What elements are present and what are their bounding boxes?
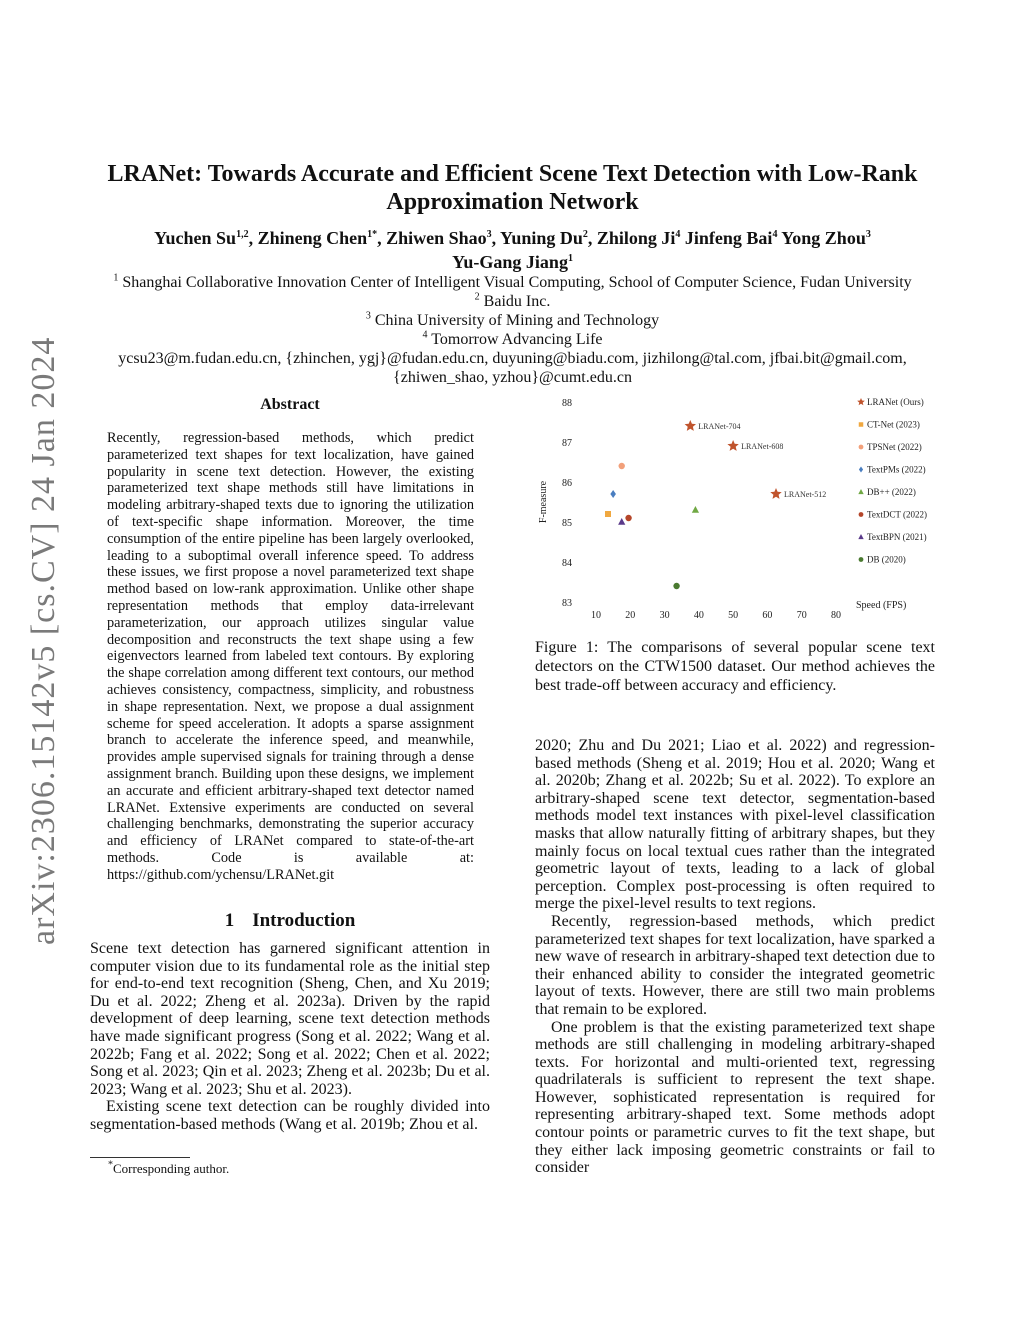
- y-tick-label: 84: [562, 558, 572, 569]
- scatter-plot: [534, 392, 934, 624]
- data-point-circle: [625, 515, 631, 521]
- x-tick-label: 60: [762, 610, 773, 621]
- author-name: Zhilong Ji: [596, 228, 676, 248]
- author-affiliation-mark: 3: [865, 229, 871, 240]
- section-number: 1: [224, 910, 235, 931]
- author-name: Yu-Gang Jiang: [452, 252, 568, 272]
- affiliations: [90, 273, 935, 387]
- paragraph: Scene text detection has garnered significant attention in computer vision due to its fundamental role as the initial step for end-to-end text recognition (Sheng, Chen, and Xu 2019; Du et al. 2022; Zheng et al. 2023a). Driven by the rapid development of deep learning, scene text detection methods have made significant progress (Song et al. 2022; Wang et al. 2022b; Fang et al. 2022; Song et al. 2022; Chen et al. 2022; Song et al. 2023; Qin et al. 2023; Zheng et al. 2023b; Du et al. 2023; Wang et al. 2023; Shu et al. 2023).: [90, 940, 490, 1098]
- affiliation-text: China University of Mining and Technology: [374, 312, 660, 329]
- affiliation-number: 4: [422, 329, 428, 341]
- affiliation: [90, 273, 935, 292]
- author-affiliation-mark: 4: [675, 229, 681, 240]
- figure-caption: Figure 1: The comparisons of several popular scene text detectors on the CTW1500 dataset. Our method achieves the best trade-off between accuracy and efficiency.: [535, 639, 935, 694]
- legend-label: TPSNet (2022): [867, 442, 922, 452]
- section-title: Introduction: [252, 910, 356, 931]
- data-label: LRANet-608: [741, 442, 784, 451]
- arxiv-identifier: arXiv:2306.15142v5 [cs.CV] 24 Jan 2024: [25, 336, 62, 945]
- figure-1-chart: [534, 392, 934, 624]
- title-line-1: LRANet: Towards Accurate and Efficient Scene Text Detection with Low-Rank: [107, 161, 918, 187]
- affiliation: [90, 292, 935, 311]
- author-line-2: [90, 250, 935, 274]
- paragraph: One problem is that the existing parameterized text shape methods are still challenging in modeling arbitrary-shaped texts. For horizontal and multi-oriented text, regressing quadrilaterals is sufficient to represent the text shape. However, sophisticated representation is required for representing arbitrary-shaped text. Some methods adopt contour points or parametric curves to fit the text shape, but they either lack imposing geometric constraints or fail to consider: [535, 1018, 935, 1177]
- author-affiliation-mark: 4: [772, 229, 778, 240]
- legend-label: LRANet (Ours): [867, 397, 924, 407]
- footnote-text: Corresponding author.: [113, 1161, 230, 1176]
- y-tick-label: 87: [562, 438, 572, 449]
- section-heading-introduction: [90, 910, 490, 932]
- author-line-1: Yuchen Su$^{1,2}$, Zhineng Chen$^{1*}$, Zhiwen Shao$^3$, Yuning Du$^2$, Zhilong Ji$^4$ Jinfeng Bai$^4$ Yong Zhou$^3$: [154, 228, 871, 248]
- data-point-square: [859, 422, 864, 427]
- x-tick-label: 10: [591, 610, 601, 621]
- x-tick-label: 20: [625, 610, 636, 621]
- affiliation-number: 1: [113, 272, 119, 284]
- author-name: Yong Zhou: [781, 228, 866, 248]
- paper-title: [90, 160, 935, 216]
- author-name: Yuchen Su: [154, 228, 237, 248]
- author-name: Zhiwen Shao: [386, 228, 487, 248]
- emails-line-1: ycsu23@m.fudan.edu.cn, {zhinchen, ygj}@fudan.edu.cn, duyuning@biadu.com, jizhilong@tal.com, jfbai.bit@gmail.com,: [118, 350, 907, 367]
- x-tick-label: 80: [831, 610, 841, 621]
- author-affiliation-mark: 1: [567, 253, 573, 264]
- author-affiliation-mark: 3: [486, 229, 492, 240]
- affiliation-text: Baidu Inc.: [483, 293, 551, 310]
- paragraph: Recently, regression-based methods, which predict parameterized text shapes for text localization, have sparked a new wave of research in arbitrary-shaped text detection due to their enhanced ability to consider the integrated geometric layout of texts. However, there are still two main problems that remain to be explored.: [535, 912, 935, 1018]
- x-axis-label: Speed (FPS): [856, 600, 907, 611]
- data-point-circle: [859, 512, 864, 517]
- abstract-text: Recently, regression-based methods, which predict parameterized text shapes for text localization, have gained popularity in scene text detection. However, the existing parameterized text shape methods still have limitations in modeling arbitrary-shaped texts due to ignoring the utilization of text-specific shape information. Moreover, the time consumption of the entire pipeline has been largely overlooked, leading to a suboptimal overall inference speed. To address these issues, we first propose a novel parameterized text shape method based on low-rank approximation. Unlike other shape representation methods that employ data-irrelevant parameterization, our approach utilizes singular value decomposition and reconstructs the text shape using a few eigenvectors learned from labeled text contours. By exploring the shape correlation among different text contours, our method achieves consistency, compactness, simplicity, and robustness in shape representation. Next, we propose a dual assignment scheme for speed acceleration. It adopts a sparse assignment branch to accelerate the inference speed, and meanwhile, provides ample supervised signals for training through a dense assignment branch. Building upon these designs, we implement an accurate and efficient arbitrary-shaped text detector named LRANet. Extensive experiments are conducted on several challenging benchmarks, demonstrating the superior accuracy and efficiency of LRANet compared to state-of-the-art methods. Code is available at: https://github.com/ychensu/LRANet.git: [107, 430, 474, 883]
- x-tick-label: 70: [796, 610, 807, 621]
- data-point-circle: [859, 557, 864, 562]
- author-name: Zhineng Chen: [257, 228, 368, 248]
- author-affiliation-mark: 2: [582, 229, 588, 240]
- y-tick-label: 83: [562, 598, 572, 609]
- author-affiliation-mark: 1*: [367, 229, 378, 240]
- y-tick-label: 88: [562, 398, 572, 409]
- paragraph: Existing scene text detection can be roughly divided into segmentation-based methods (Wang et al. 2019b; Zhou et al.: [90, 1098, 490, 1133]
- affiliation: [90, 330, 935, 349]
- legend-label: TextBPN (2021): [867, 532, 927, 542]
- author-name: Yuning Du: [500, 228, 583, 248]
- legend-label: TextPMs (2022): [867, 464, 926, 475]
- x-tick-label: 30: [659, 610, 670, 621]
- data-label: LRANet-512: [784, 490, 827, 499]
- affiliation-text: Shanghai Collaborative Innovation Center of Intelligent Visual Computing, School of Computer Science, Fudan University: [122, 274, 912, 291]
- x-tick-label: 50: [728, 610, 739, 621]
- data-point-square: [605, 511, 611, 517]
- legend-label: TextDCT (2022): [867, 509, 927, 520]
- legend-label: CT-Net (2023): [867, 419, 920, 430]
- x-tick-label: 40: [693, 610, 704, 621]
- affiliation-list: [90, 273, 935, 349]
- data-point-circle: [859, 445, 864, 450]
- legend-label: DB++ (2022): [867, 487, 916, 497]
- data-point-circle: [673, 583, 679, 589]
- abstract-heading: Abstract: [260, 396, 320, 413]
- right-column-body: [535, 737, 935, 1177]
- author-name: Jinfeng Bai: [684, 228, 773, 248]
- y-tick-label: 85: [562, 518, 572, 529]
- affiliation: [90, 311, 935, 330]
- y-tick-label: 86: [562, 478, 572, 489]
- data-label: LRANet-704: [698, 422, 741, 431]
- footnote: [108, 1161, 229, 1177]
- legend-label: DB (2020): [867, 554, 906, 565]
- data-point-circle: [619, 463, 625, 469]
- footnote-rule: [90, 1157, 190, 1158]
- title-line-2: Approximation Network: [386, 189, 639, 215]
- y-axis-label: F-measure: [538, 480, 549, 524]
- left-column-body: [90, 940, 490, 1134]
- emails-line-2: {zhiwen_shao, yzhou}@cumt.edu.cn: [393, 369, 632, 386]
- affiliation-number: 3: [365, 310, 371, 322]
- paragraph: 2020; Zhu and Du 2021; Liao et al. 2022) and regression-based methods (Sheng et al. 2019; Hou et al. 2020; Wang et al. 2020b; Zhang et al. 2022b; Su et al. 2022). To explore an arbitrary-shaped scene text detector, segmentation-based methods model text instances with pixel-level classification masks that allow naturally fitting of arbitrary shapes, but they mainly focus on local textual cues rather than the integrated geometric layout of texts, leading to a lack of global perception. Complex post-processing is often required to merge the pixel-level results to text regions.: [535, 737, 935, 913]
- footnote-mark: *: [108, 1159, 113, 1171]
- affiliation-number: 2: [474, 291, 480, 303]
- author-list: [90, 226, 935, 274]
- affiliation-text: Tomorrow Advancing Life: [431, 331, 603, 348]
- author-affiliation-mark: 1,2: [236, 229, 249, 240]
